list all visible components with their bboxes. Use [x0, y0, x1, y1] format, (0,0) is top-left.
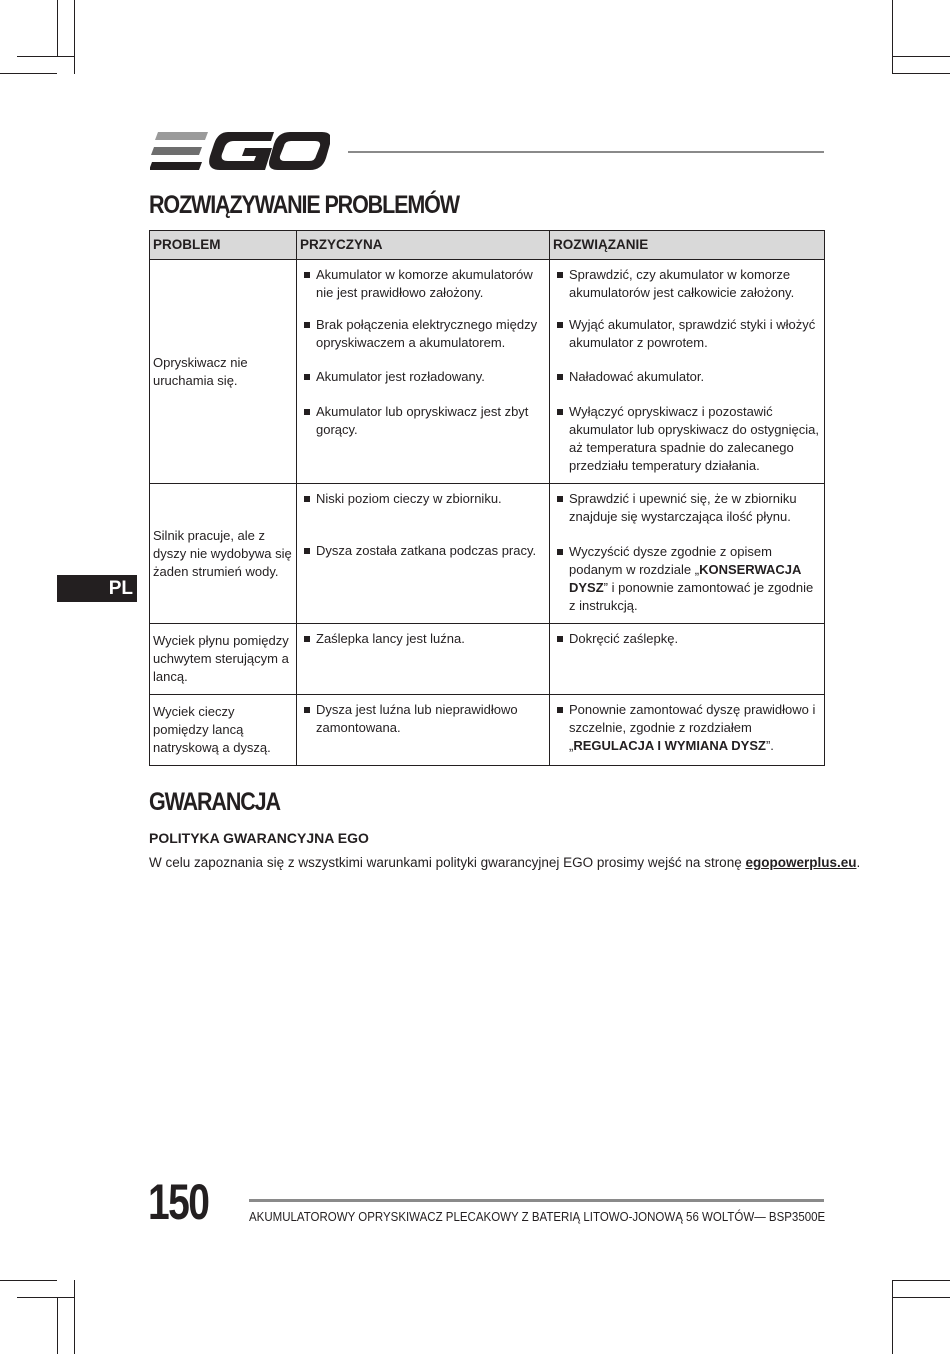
column-header-problem: PROBLEM: [150, 231, 297, 260]
list-item: Brak połączenia elektrycznego między opryskiwaczem a akumulatorem.: [301, 316, 545, 352]
crop-mark: [892, 56, 950, 57]
page-number: 150: [148, 1174, 209, 1230]
solution-text: ” i ponownie zamontować je zgodnie z instrukcją.: [569, 580, 814, 613]
solution-list: [554, 701, 820, 755]
troubleshooting-table: [149, 230, 825, 766]
table-row: [150, 484, 825, 624]
list-item: Dysza została zatkana podczas pracy.: [301, 542, 545, 560]
cause-list: [301, 701, 545, 737]
crop-mark: [0, 73, 57, 74]
solution-text: Wyczyścić dysze zgodnie z opisem podanym w rozdziale „: [569, 544, 772, 577]
crop-mark: [74, 1280, 75, 1354]
warranty-link[interactable]: egopowerplus.eu: [745, 855, 857, 870]
list-item: Wyjąć akumulator, sprawdzić styki i włożyć akumulator z powrotem.: [554, 316, 820, 352]
warranty-text-end: .: [856, 855, 861, 870]
solution-cell: [550, 260, 825, 484]
solution-cell: [550, 484, 825, 624]
list-item: Niski poziom cieczy w zbiorniku.: [301, 490, 545, 508]
table-row: [150, 624, 825, 695]
footer-text: AKUMULATOROWY OPRYSKIWACZ PLECAKOWY Z BATERIĄ LITOWO-JONOWĄ 56 WOLTÓW— BSP3500E: [249, 1210, 826, 1224]
solution-cell: [550, 695, 825, 766]
crop-mark: [0, 1280, 57, 1281]
chapter-reference: REGULACJA I WYMIANA DYSZ: [573, 738, 766, 753]
chapter-reference: KONSERWACJA DYSZ: [569, 562, 801, 595]
list-item: [554, 543, 820, 615]
list-item: Sprawdzić i upewnić się, że w zbiorniku znajduje się wystarczająca ilość płynu.: [554, 490, 820, 526]
cause-list: [301, 266, 545, 439]
list-item: Wyłączyć opryskiwacz i pozostawić akumulator lub opryskiwacz do ostygnięcia, aż temperatura spadnie do zalecanego przedziału temperatury działania.: [554, 403, 820, 475]
list-item: Akumulator lub opryskiwacz jest zbyt gorący.: [301, 403, 545, 439]
crop-mark: [892, 1280, 893, 1354]
footer-rule: [249, 1199, 824, 1202]
list-item: Akumulator jest rozładowany.: [301, 368, 545, 386]
crop-mark: [892, 1280, 950, 1281]
cause-cell: [297, 695, 550, 766]
solution-list: [554, 490, 820, 615]
warranty-subtitle: POLITYKA GWARANCYJNA EGO: [149, 830, 369, 846]
cause-list: [301, 630, 545, 648]
solution-list: [554, 630, 820, 648]
language-tab: PL: [57, 575, 137, 602]
troubleshooting-title: ROZWIĄZYWANIE PROBLEMÓW: [149, 191, 459, 219]
crop-mark: [892, 1297, 950, 1298]
cause-list: [301, 490, 545, 560]
solution-cell: [550, 624, 825, 695]
solution-list: [554, 266, 820, 475]
list-item: [554, 701, 820, 755]
list-item: Naładować akumulator.: [554, 368, 820, 386]
table-header-row: [150, 231, 825, 260]
crop-mark: [17, 1297, 74, 1298]
problem-cell: Silnik pracuje, ale z dyszy nie wydobywa się żaden strumień wody.: [150, 484, 297, 624]
column-header-solution: ROZWIĄZANIE: [550, 231, 825, 260]
warranty-paragraph: [149, 854, 861, 872]
cause-cell: [297, 624, 550, 695]
cause-cell: [297, 484, 550, 624]
crop-mark: [892, 0, 893, 74]
crop-mark: [57, 0, 58, 57]
list-item: Dysza jest luźna lub nieprawidłowo zamontowana.: [301, 701, 545, 737]
warranty-text: W celu zapoznania się z wszystkimi warunkami polityki gwarancyjnej EGO prosimy wejść na stronę: [149, 855, 746, 870]
list-item: Dokręcić zaślepkę.: [554, 630, 820, 648]
problem-cell: Wyciek cieczy pomiędzy lancą natryskową a dyszą.: [150, 695, 297, 766]
crop-mark: [17, 56, 74, 57]
cause-cell: [297, 260, 550, 484]
ego-logo: [150, 132, 330, 170]
crop-mark: [74, 0, 75, 74]
crop-mark: [57, 1297, 58, 1354]
problem-cell: Wyciek płynu pomiędzy uchwytem sterującym a lancą.: [150, 624, 297, 695]
table-row: [150, 695, 825, 766]
header-rule: [348, 151, 824, 153]
list-item: Sprawdzić, czy akumulator w komorze akumulatorów jest całkowicie założony.: [554, 266, 820, 302]
solution-text: ”.: [765, 738, 774, 753]
column-header-cause: PRZYCZYNA: [297, 231, 550, 260]
crop-mark: [892, 73, 950, 74]
solution-text: Ponownie zamontować dyszę prawidłowo i szczelnie, zgodnie z rozdziałem „: [569, 702, 816, 753]
problem-cell: Opryskiwacz nie uruchamia się.: [150, 260, 297, 484]
list-item: Akumulator w komorze akumulatorów nie jest prawidłowo założony.: [301, 266, 545, 302]
table-row: [150, 260, 825, 484]
list-item: Zaślepka lancy jest luźna.: [301, 630, 545, 648]
warranty-title: GWARANCJA: [149, 788, 280, 816]
